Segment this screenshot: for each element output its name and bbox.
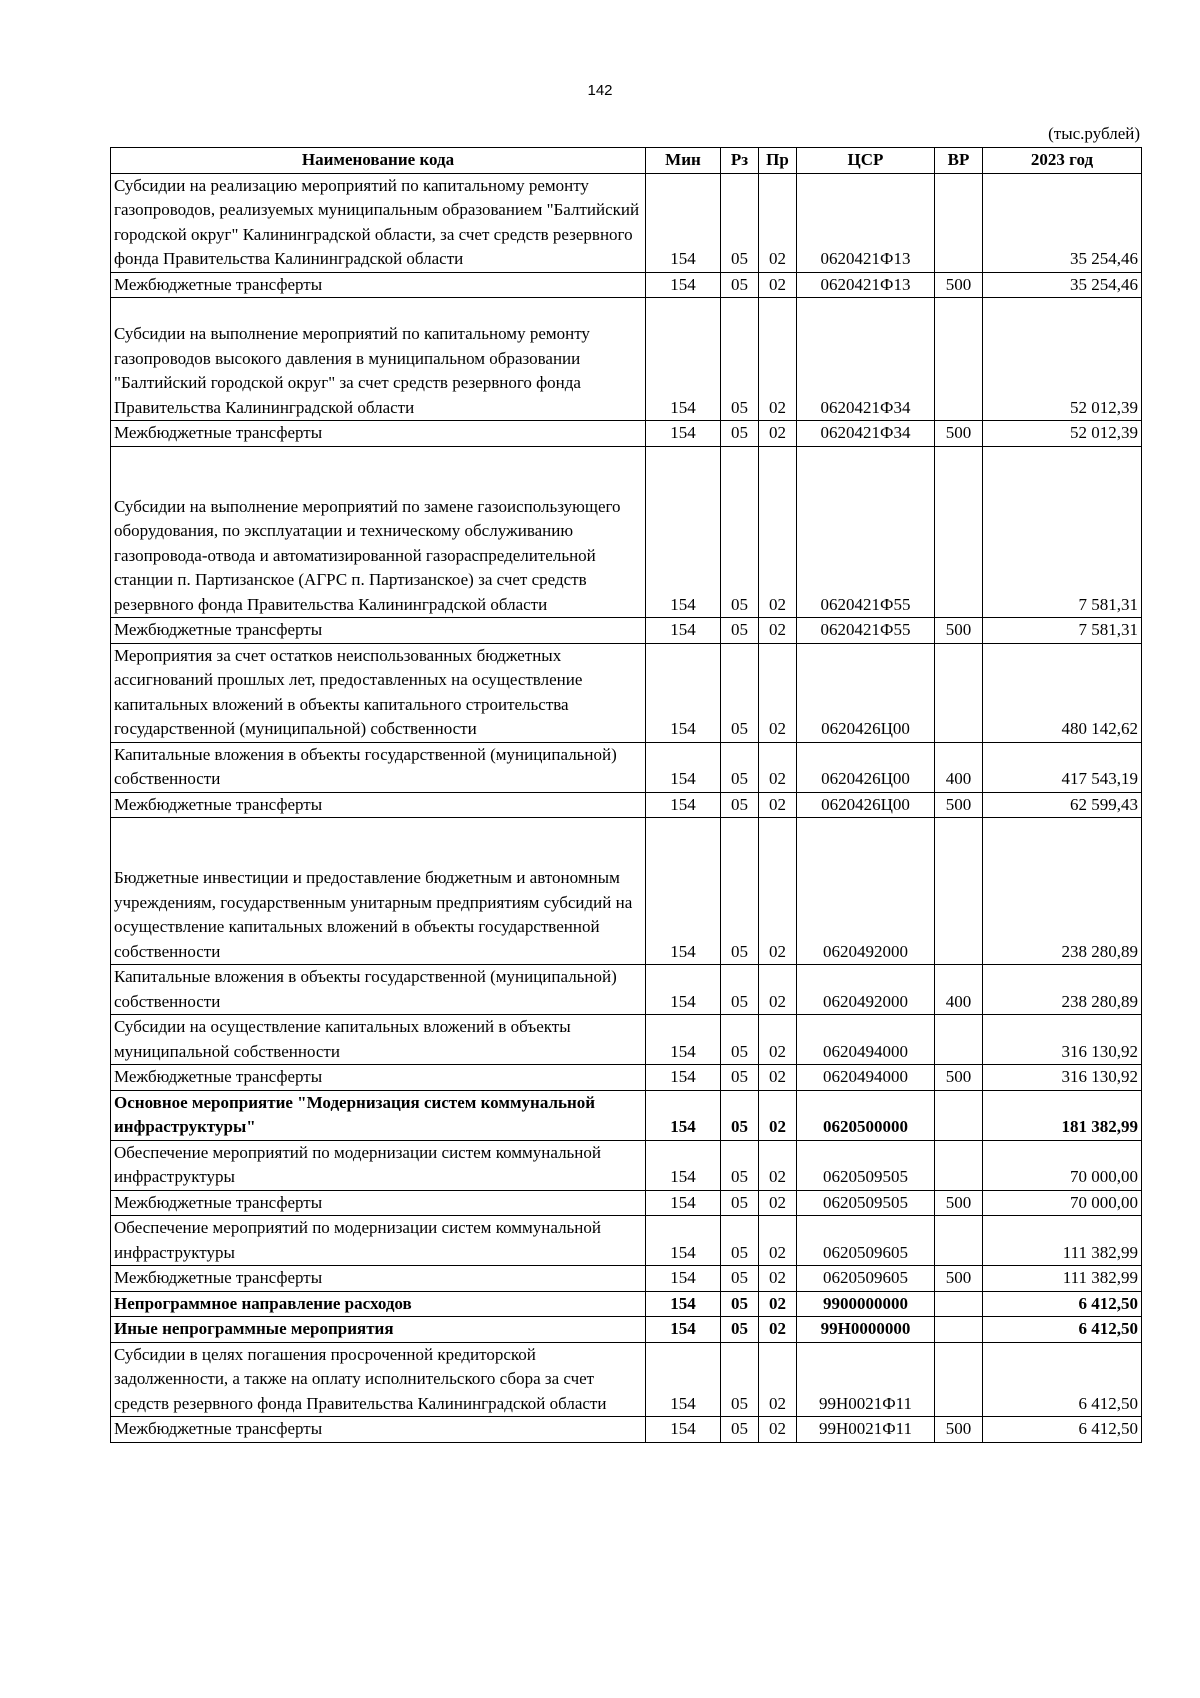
row-vr: [935, 1015, 983, 1065]
table-row: [111, 1140, 1142, 1190]
row-name: Иные непрограммные мероприятия: [111, 1317, 646, 1343]
table-row: [111, 742, 1142, 792]
row-name: Непрограммное направление расходов: [111, 1291, 646, 1317]
row-min: 154: [646, 792, 721, 818]
row-rz: 05: [721, 1342, 759, 1417]
row-pr: 02: [759, 1342, 797, 1417]
table-row: [111, 272, 1142, 298]
row-name: Межбюджетные трансферты: [111, 1190, 646, 1216]
row-csr: 0620509605: [797, 1216, 935, 1266]
row-min: 154: [646, 421, 721, 447]
row-pr: 02: [759, 742, 797, 792]
row-pr: 02: [759, 618, 797, 644]
row-rz: 05: [721, 965, 759, 1015]
row-csr: 0620494000: [797, 1015, 935, 1065]
header-name: Наименование кода: [111, 148, 646, 174]
table-row: [111, 446, 1142, 618]
row-amount: 7 581,31: [983, 446, 1142, 618]
row-min: 154: [646, 1291, 721, 1317]
row-amount: 480 142,62: [983, 643, 1142, 742]
row-min: 154: [646, 1015, 721, 1065]
row-name: Мероприятия за счет остатков неиспользованных бюджетных ассигнований прошлых лет, предоставленных на осуществление капитальных вложений в объекты капитального строительства государственной (муниципальной) собственности: [111, 643, 646, 742]
row-rz: 05: [721, 1015, 759, 1065]
row-rz: 05: [721, 298, 759, 421]
row-vr: [935, 643, 983, 742]
row-amount: 181 382,99: [983, 1090, 1142, 1140]
row-vr: [935, 1342, 983, 1417]
row-csr: 0620509605: [797, 1266, 935, 1292]
table-header-row: [111, 148, 1142, 174]
row-name: Обеспечение мероприятий по модернизации систем коммунальной инфраструктуры: [111, 1216, 646, 1266]
row-csr: 0620426Ц00: [797, 643, 935, 742]
row-pr: 02: [759, 1291, 797, 1317]
row-min: 154: [646, 742, 721, 792]
row-rz: 05: [721, 1090, 759, 1140]
row-amount: 111 382,99: [983, 1266, 1142, 1292]
row-name: Субсидии на осуществление капитальных вложений в объекты муниципальной собственности: [111, 1015, 646, 1065]
row-amount: 417 543,19: [983, 742, 1142, 792]
row-min: 154: [646, 1190, 721, 1216]
header-rz: Рз: [721, 148, 759, 174]
row-vr: 500: [935, 272, 983, 298]
row-csr: 0620500000: [797, 1090, 935, 1140]
row-csr: 0620421Ф55: [797, 446, 935, 618]
table-row: [111, 298, 1142, 421]
row-csr: 0620492000: [797, 965, 935, 1015]
row-vr: 500: [935, 1417, 983, 1443]
row-vr: 500: [935, 1065, 983, 1091]
row-min: 154: [646, 1417, 721, 1443]
row-amount: 35 254,46: [983, 173, 1142, 272]
row-rz: 05: [721, 1216, 759, 1266]
row-pr: 02: [759, 1140, 797, 1190]
row-amount: 70 000,00: [983, 1190, 1142, 1216]
row-min: 154: [646, 1317, 721, 1343]
row-name: Субсидии в целях погашения просроченной кредиторской задолженности, а также на оплату исполнительского сбора за счет средств резервного фонда Правительства Калининградской области: [111, 1342, 646, 1417]
row-pr: 02: [759, 643, 797, 742]
table-row: [111, 643, 1142, 742]
row-name-text: Бюджетные инвестиции и предоставление бюджетным и автономным учреждениям, государственным унитарным предприятиям субсидий на осуществление капитальных вложений в объекты государственной собственности: [114, 868, 633, 961]
row-name: Межбюджетные трансферты: [111, 792, 646, 818]
table-row: [111, 421, 1142, 447]
row-name: [111, 446, 646, 618]
row-amount: 52 012,39: [983, 421, 1142, 447]
row-csr: 0620421Ф34: [797, 298, 935, 421]
row-pr: 02: [759, 421, 797, 447]
row-rz: 05: [721, 1190, 759, 1216]
table-row: [111, 1216, 1142, 1266]
row-rz: 05: [721, 618, 759, 644]
row-rz: 05: [721, 792, 759, 818]
row-vr: [935, 1090, 983, 1140]
row-csr: 0620421Ф13: [797, 272, 935, 298]
row-amount: 6 412,50: [983, 1291, 1142, 1317]
row-pr: 02: [759, 1090, 797, 1140]
row-name: Капитальные вложения в объекты государственной (муниципальной) собственности: [111, 742, 646, 792]
header-min: Мин: [646, 148, 721, 174]
row-csr: 0620494000: [797, 1065, 935, 1091]
row-name: Межбюджетные трансферты: [111, 421, 646, 447]
table-row: [111, 1190, 1142, 1216]
row-csr: 0620421Ф13: [797, 173, 935, 272]
row-csr: 99Н0021Ф11: [797, 1342, 935, 1417]
row-spacer: [114, 818, 642, 866]
row-name: Межбюджетные трансферты: [111, 272, 646, 298]
row-vr: 500: [935, 1266, 983, 1292]
table-row: [111, 173, 1142, 272]
row-pr: 02: [759, 965, 797, 1015]
row-name: Межбюджетные трансферты: [111, 1266, 646, 1292]
row-spacer: [114, 298, 642, 322]
row-min: 154: [646, 618, 721, 644]
row-csr: 0620426Ц00: [797, 792, 935, 818]
row-min: 154: [646, 1140, 721, 1190]
row-vr: [935, 818, 983, 965]
row-rz: 05: [721, 1266, 759, 1292]
budget-table: [110, 147, 1142, 1443]
row-name-text: Субсидии на выполнение мероприятий по капитальному ремонту газопроводов высокого давления в муниципальном образовании "Балтийский городской округ" за счет средств резервного фонда Правительства Калининградской области: [114, 324, 590, 417]
row-name: Межбюджетные трансферты: [111, 1065, 646, 1091]
row-name: Межбюджетные трансферты: [111, 1417, 646, 1443]
row-csr: 0620421Ф55: [797, 618, 935, 644]
table-row: [111, 792, 1142, 818]
table-row: [111, 1417, 1142, 1443]
row-vr: [935, 298, 983, 421]
table-row: [111, 1065, 1142, 1091]
row-amount: 70 000,00: [983, 1140, 1142, 1190]
units-label: (тыс.рублей): [1048, 124, 1140, 143]
row-min: 154: [646, 1342, 721, 1417]
row-csr: 99Н0000000: [797, 1317, 935, 1343]
table-row: [111, 1266, 1142, 1292]
page-number: 142: [587, 82, 613, 99]
row-pr: 02: [759, 1417, 797, 1443]
table-row: [111, 1291, 1142, 1317]
row-vr: [935, 1317, 983, 1343]
header-year: 2023 год: [983, 148, 1142, 174]
row-csr: 99Н0021Ф11: [797, 1417, 935, 1443]
row-min: 154: [646, 272, 721, 298]
header-csr: ЦСР: [797, 148, 935, 174]
row-rz: 05: [721, 272, 759, 298]
row-pr: 02: [759, 1065, 797, 1091]
row-pr: 02: [759, 1015, 797, 1065]
row-rz: 05: [721, 1291, 759, 1317]
row-pr: 02: [759, 446, 797, 618]
row-min: 154: [646, 965, 721, 1015]
row-amount: 111 382,99: [983, 1216, 1142, 1266]
row-csr: 0620421Ф34: [797, 421, 935, 447]
row-amount: 316 130,92: [983, 1015, 1142, 1065]
row-rz: 05: [721, 742, 759, 792]
row-amount: 238 280,89: [983, 965, 1142, 1015]
row-name: Основное мероприятие "Модернизация систем коммунальной инфраструктуры": [111, 1090, 646, 1140]
row-vr: [935, 1140, 983, 1190]
row-pr: 02: [759, 1216, 797, 1266]
row-min: 154: [646, 643, 721, 742]
row-min: 154: [646, 173, 721, 272]
row-rz: 05: [721, 643, 759, 742]
header-pr: Пр: [759, 148, 797, 174]
row-min: 154: [646, 1065, 721, 1091]
table-row: [111, 1090, 1142, 1140]
header-vr: ВР: [935, 148, 983, 174]
row-rz: 05: [721, 1317, 759, 1343]
row-rz: 05: [721, 1417, 759, 1443]
row-amount: 7 581,31: [983, 618, 1142, 644]
row-min: 154: [646, 818, 721, 965]
row-pr: 02: [759, 173, 797, 272]
table-row: [111, 818, 1142, 965]
row-vr: 500: [935, 618, 983, 644]
row-rz: 05: [721, 446, 759, 618]
row-vr: 500: [935, 1190, 983, 1216]
row-name: Капитальные вложения в объекты государственной (муниципальной) собственности: [111, 965, 646, 1015]
row-amount: 6 412,50: [983, 1317, 1142, 1343]
row-name: [111, 818, 646, 965]
row-name-text: Субсидии на выполнение мероприятий по замене газоиспользующего оборудования, по эксплуатации и техническому обслуживанию газопровода-отвода и автоматизированной газораспределительной станции п. Партизанское (АГРС п. Партизанское) за счет средств резервного фонда Правительства Калининградской области: [114, 496, 621, 614]
table-row: [111, 965, 1142, 1015]
row-min: 154: [646, 446, 721, 618]
row-amount: 6 412,50: [983, 1417, 1142, 1443]
row-pr: 02: [759, 1190, 797, 1216]
row-pr: 02: [759, 1266, 797, 1292]
row-rz: 05: [721, 421, 759, 447]
row-pr: 02: [759, 818, 797, 965]
row-pr: 02: [759, 1317, 797, 1343]
row-vr: 500: [935, 792, 983, 818]
row-vr: [935, 1216, 983, 1266]
row-amount: 6 412,50: [983, 1342, 1142, 1417]
row-vr: [935, 1291, 983, 1317]
row-min: 154: [646, 1090, 721, 1140]
row-rz: 05: [721, 1140, 759, 1190]
row-rz: 05: [721, 173, 759, 272]
row-vr: [935, 446, 983, 618]
row-amount: 316 130,92: [983, 1065, 1142, 1091]
row-csr: 0620509505: [797, 1140, 935, 1190]
row-pr: 02: [759, 298, 797, 421]
table-row: [111, 1342, 1142, 1417]
row-min: 154: [646, 298, 721, 421]
row-rz: 05: [721, 1065, 759, 1091]
table-row: [111, 1317, 1142, 1343]
row-vr: 500: [935, 421, 983, 447]
row-vr: 400: [935, 965, 983, 1015]
row-vr: [935, 173, 983, 272]
row-amount: 62 599,43: [983, 792, 1142, 818]
row-csr: 0620492000: [797, 818, 935, 965]
row-name: Субсидии на реализацию мероприятий по капитальному ремонту газопроводов, реализуемых муниципальным образованием "Балтийский городской округ" Калининградской области, за счет средств резервного фонда Правительства Калининградской области: [111, 173, 646, 272]
table-row: [111, 618, 1142, 644]
row-amount: 35 254,46: [983, 272, 1142, 298]
row-csr: 0620426Ц00: [797, 742, 935, 792]
row-pr: 02: [759, 272, 797, 298]
row-csr: 9900000000: [797, 1291, 935, 1317]
row-min: 154: [646, 1266, 721, 1292]
row-pr: 02: [759, 792, 797, 818]
row-spacer: [114, 447, 642, 495]
row-csr: 0620509505: [797, 1190, 935, 1216]
row-amount: 238 280,89: [983, 818, 1142, 965]
row-rz: 05: [721, 818, 759, 965]
row-min: 154: [646, 1216, 721, 1266]
row-name: [111, 298, 646, 421]
row-amount: 52 012,39: [983, 298, 1142, 421]
row-name: Межбюджетные трансферты: [111, 618, 646, 644]
row-name: Обеспечение мероприятий по модернизации систем коммунальной инфраструктуры: [111, 1140, 646, 1190]
table-row: [111, 1015, 1142, 1065]
row-vr: 400: [935, 742, 983, 792]
